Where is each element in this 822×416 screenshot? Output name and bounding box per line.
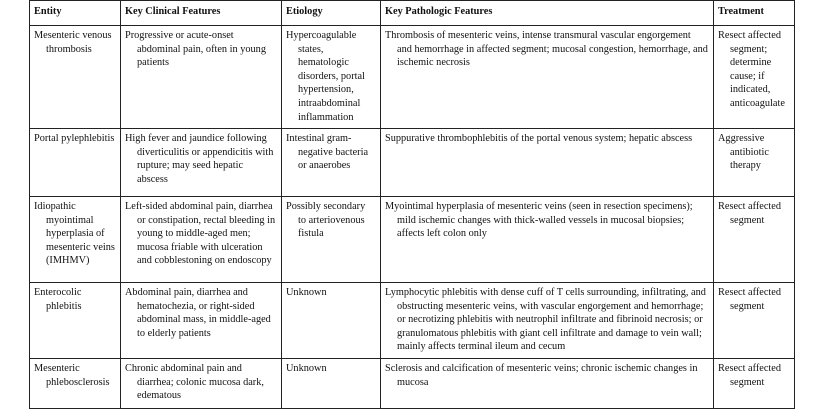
clinical-text: Chronic abdominal pain and diarrhea; colonic mucosa dark, edematous: [125, 363, 264, 402]
entity-text: Mesenteric venous thrombosis: [34, 30, 112, 55]
table-row: [30, 129, 795, 197]
cell-etiology: [282, 359, 381, 409]
cell-clinical: [121, 129, 282, 197]
cell-etiology: [282, 283, 381, 359]
cell-clinical: [121, 283, 282, 359]
etiology-text: Intestinal gram-negative bacteria or anaerobes: [286, 133, 369, 172]
cell-treatment: [714, 129, 795, 197]
cell-clinical: [121, 359, 282, 409]
clinical-text: Left-sided abdominal pain, diarrhea or constipation, rectal bleeding in young to middle-aged men; mucosa friable with ulceration and cobblestoning on endoscopy: [125, 201, 276, 267]
cell-pathologic: [381, 283, 714, 359]
table-row: [30, 26, 795, 129]
etiology-text: Unknown: [286, 363, 327, 374]
cell-treatment: [714, 26, 795, 129]
cell-clinical: [121, 197, 282, 283]
clinical-text: Abdominal pain, diarrhea and hematochezia, or right-sided abdominal mass, in middle-aged to elderly patients: [125, 287, 271, 339]
entity-text: Mesenteric phlebosclerosis: [34, 363, 110, 388]
treatment-text: Resect affected segment: [718, 287, 781, 312]
table-row: [30, 283, 795, 359]
cell-treatment: [714, 359, 795, 409]
cell-entity: [30, 26, 121, 129]
header-treatment: Treatment: [714, 1, 795, 26]
cell-etiology: [282, 197, 381, 283]
table-row: [30, 197, 795, 283]
entity-text: Idiopathic myointimal hyperplasia of mesenteric veins (IMHMV): [34, 201, 115, 267]
table-row: [30, 359, 795, 409]
header-etiology: Etiology: [282, 1, 381, 26]
etiology-text: Unknown: [286, 287, 327, 298]
pathologic-text: Suppurative thrombophlebitis of the portal venous system; hepatic abscess: [385, 133, 693, 144]
treatment-text: Resect affected segment: [718, 201, 781, 226]
entity-text: Portal pylephlebitis: [34, 133, 115, 144]
etiology-text: Hypercoagulable states, hematologic disorders, portal hypertension, intraabdominal inflammation: [286, 30, 365, 123]
etiology-text: Possibly secondary to arteriovenous fistula: [286, 201, 366, 240]
cell-pathologic: [381, 26, 714, 129]
entity-text: Enterocolic phlebitis: [34, 287, 82, 312]
treatment-text: Resect affected segment; determine cause; if indicated, anticoagulate: [718, 30, 785, 109]
pathologic-text: Lymphocytic phlebitis with dense cuff of T cells surrounding, infiltrating, and obstructing mesenteric veins, with vascular engorgement and hemorrhage; or necrotizing phlebitis with neutrophil infiltrate and fibrinoid necrosis; or granulomatous phlebitis with giant cell infiltrate and damage to vein wall; mainly affects terminal ileum and cecum: [385, 287, 706, 353]
header-pathologic: Key Pathologic Features: [381, 1, 714, 26]
cell-treatment: [714, 197, 795, 283]
cell-pathologic: [381, 129, 714, 197]
header-entity: Entity: [30, 1, 121, 26]
treatment-text: Aggressive antibiotic therapy: [718, 133, 769, 172]
cell-entity: [30, 129, 121, 197]
treatment-text: Resect affected segment: [718, 363, 781, 388]
cell-etiology: [282, 129, 381, 197]
pathologic-text: Sclerosis and calcification of mesenteric veins; chronic ischemic changes in mucosa: [385, 363, 698, 388]
cell-entity: [30, 359, 121, 409]
pathologic-text: Thrombosis of mesenteric veins, intense transmural vascular engorgement and hemorrhage in affected segment; mucosal congestion, hemorrhage, and ischemic necrosis: [385, 30, 708, 69]
cell-treatment: [714, 283, 795, 359]
header-clinical: Key Clinical Features: [121, 1, 282, 26]
cell-entity: [30, 283, 121, 359]
cell-clinical: [121, 26, 282, 129]
cell-etiology: [282, 26, 381, 129]
clinical-text: Progressive or acute-onset abdominal pain, often in young patients: [125, 30, 266, 69]
cell-pathologic: [381, 197, 714, 283]
cell-pathologic: [381, 359, 714, 409]
header-row: [30, 1, 795, 26]
pathologic-text: Myointimal hyperplasia of mesenteric veins (seen in resection specimens); mild ischemic changes with thick-walled vessels in mucosal biopsies; affects left colon only: [385, 201, 693, 240]
entity-table: [29, 0, 795, 409]
clinical-text: High fever and jaundice following diverticulitis or appendicitis with rupture; may seed hepatic abscess: [125, 133, 274, 185]
cell-entity: [30, 197, 121, 283]
